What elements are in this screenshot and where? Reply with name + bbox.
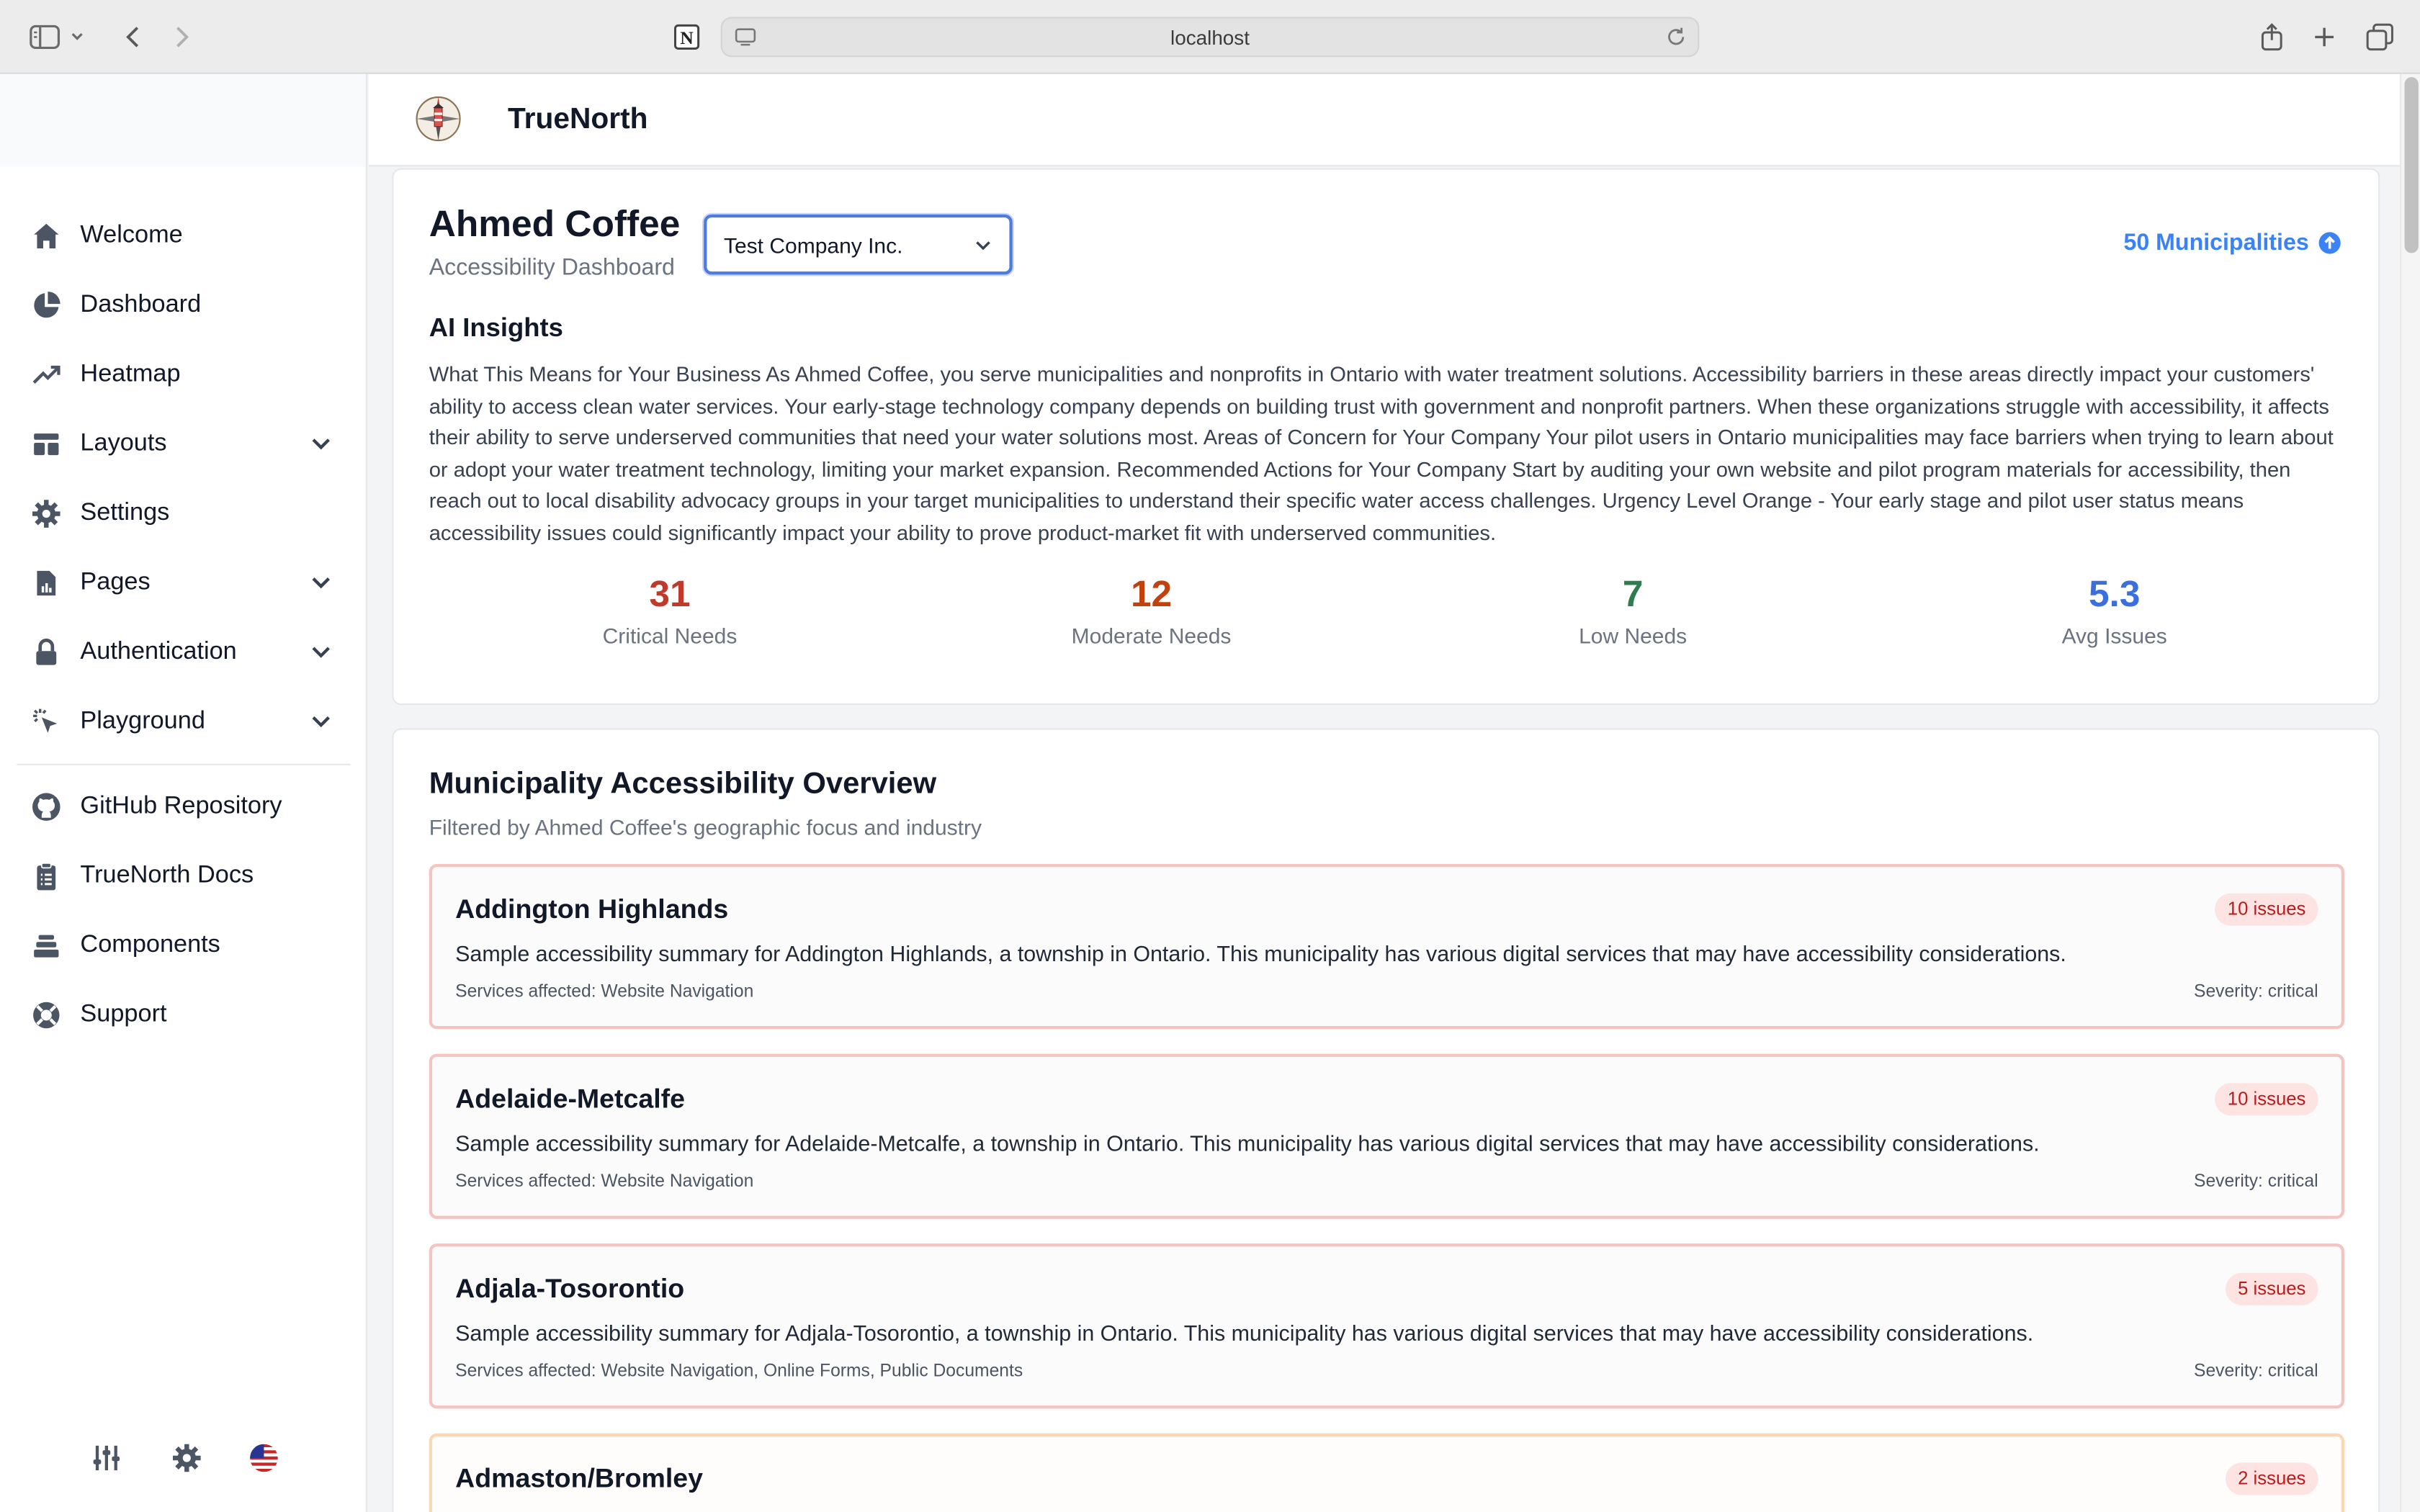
stat-critical-needs	[429, 574, 911, 667]
app-header	[369, 74, 2400, 167]
stat-moderate-needs	[910, 574, 1392, 667]
scrollbar-thumb[interactable]	[2405, 77, 2419, 253]
municipality-name: Admaston/Bromley	[455, 1462, 703, 1494]
stat-value: 5.3	[2088, 574, 2141, 616]
stat-label: Critical Needs	[602, 623, 738, 648]
sidebar-item-label: Layouts	[80, 429, 167, 456]
ai-insights-title: AI Insights	[429, 313, 563, 343]
insights-card	[392, 168, 2380, 706]
app-brand[interactable]: TrueNorth	[508, 103, 648, 136]
municipalities-link-label: 50 Municipalities	[2123, 230, 2309, 256]
municipality-summary: Sample accessibility summary for Adelaide-Metcalfe, a township in Ontario. This municipality has various digital services that may have accessibility considerations.	[455, 1132, 2040, 1158]
issues-badge: 2 issues	[2226, 1462, 2318, 1495]
services-affected: Services affected: Website Navigation	[455, 983, 754, 1002]
sidebar-item-label: Welcome	[80, 221, 183, 248]
municipality-name: Adjala-Tosorontio	[455, 1272, 685, 1304]
municipality-card[interactable]	[429, 864, 2344, 1029]
services-affected: Services affected: Website Navigation, Online Forms, Public Documents	[455, 1362, 1023, 1381]
lifebuoy-icon	[30, 997, 63, 1031]
stat-value: 31	[649, 574, 691, 616]
municipality-overview-card	[392, 728, 2380, 1512]
sidebar-item-authentication[interactable]	[0, 617, 367, 686]
document-chart-icon	[30, 565, 63, 599]
stat-label: Moderate Needs	[1071, 623, 1232, 648]
sidebar-item-dashboard[interactable]	[0, 270, 367, 339]
sidebar-item-support[interactable]	[0, 980, 367, 1049]
stat-value: 12	[1130, 574, 1173, 616]
stat-value: 7	[1622, 574, 1644, 616]
stack-icon	[30, 928, 63, 962]
new-tab-icon[interactable]	[2305, 19, 2342, 55]
chevron-down-icon	[309, 708, 333, 733]
gear-icon[interactable]	[170, 1441, 204, 1475]
issues-badge: 5 issues	[2226, 1273, 2318, 1305]
browser-toolbar	[0, 0, 2420, 74]
sidebar-item-label: Support	[80, 1000, 167, 1027]
sidebar-item-playground[interactable]	[0, 687, 367, 756]
stat-low-needs	[1392, 574, 1874, 667]
sidebar-secondary-nav	[0, 771, 367, 1049]
sidebar-item-layouts[interactable]	[0, 409, 367, 478]
services-affected: Services affected: Website Navigation	[455, 1172, 754, 1192]
reload-icon[interactable]	[1664, 24, 1688, 49]
municipality-card[interactable]	[429, 1434, 2344, 1512]
municipality-card[interactable]	[429, 1243, 2344, 1408]
severity-label: Severity: critical	[2194, 1362, 2318, 1381]
tab-overview-icon[interactable]	[2362, 19, 2398, 55]
overview-subtitle: Filtered by Ahmed Coffee's geographic focus and industry	[429, 814, 982, 840]
issues-badge: 10 issues	[2215, 1083, 2318, 1115]
company-name: Ahmed Coffee	[429, 203, 681, 246]
sidebar-item-pages[interactable]	[0, 548, 367, 617]
url-text: localhost	[1170, 25, 1250, 49]
forward-icon[interactable]	[163, 19, 200, 55]
sidebar-item-label: Pages	[80, 568, 151, 595]
sliders-icon[interactable]	[89, 1441, 123, 1475]
stat-avg-issues	[1873, 574, 2355, 667]
company-select[interactable]	[704, 215, 1013, 275]
sidebar-item-welcome[interactable]	[0, 201, 367, 270]
municipality-name: Addington Highlands	[455, 893, 729, 924]
sidebar-item-label: Heatmap	[80, 360, 181, 387]
sidebar-item-label: Components	[80, 931, 220, 958]
share-icon[interactable]	[2254, 19, 2290, 55]
arrow-up-circle-icon	[2318, 231, 2341, 254]
home-icon	[30, 218, 63, 252]
chevron-down-icon[interactable]	[65, 19, 89, 55]
sidebar	[0, 74, 367, 1512]
github-icon	[30, 789, 63, 823]
sidebar-toggle-icon[interactable]	[26, 19, 63, 55]
issues-badge: 10 issues	[2215, 894, 2318, 926]
layout-icon	[30, 427, 63, 461]
stat-label: Avg Issues	[2061, 623, 2167, 648]
sidebar-item-label: Playground	[80, 707, 205, 734]
sidebar-nav	[0, 201, 367, 756]
sidebar-divider	[17, 764, 351, 765]
sidebar-item-label: Dashboard	[80, 290, 202, 318]
pie-chart-icon	[30, 288, 63, 322]
severity-label: Severity: critical	[2194, 1172, 2318, 1192]
us-flag-icon[interactable]	[247, 1441, 281, 1475]
company-select-value: Test Company Inc.	[723, 232, 903, 257]
trending-up-icon	[30, 357, 63, 391]
page-scrollbar[interactable]	[2400, 74, 2420, 1512]
municipality-card[interactable]	[429, 1054, 2344, 1219]
overview-title: Municipality Accessibility Overview	[429, 767, 937, 801]
sidebar-item-settings[interactable]	[0, 478, 367, 547]
url-bar[interactable]	[721, 17, 1700, 58]
chevron-down-icon	[972, 235, 994, 256]
severity-label: Severity: critical	[2194, 983, 2318, 1002]
dashboard-subtitle: Accessibility Dashboard	[429, 254, 675, 281]
svg-text:N: N	[680, 27, 694, 49]
sidebar-item-label: Authentication	[80, 638, 237, 665]
sidebar-item-truenorth-docs[interactable]	[0, 841, 367, 910]
municipalities-link[interactable]	[2123, 230, 2341, 256]
municipality-summary: Sample accessibility summary for Adjala-Tosorontio, a township in Ontario. This municipality has various digital services that may have accessibility considerations.	[455, 1322, 2034, 1347]
clipboard-icon	[30, 859, 63, 893]
stats-row	[429, 574, 2355, 667]
back-icon[interactable]	[115, 19, 151, 55]
lock-icon	[30, 635, 63, 669]
sidebar-item-heatmap[interactable]	[0, 339, 367, 408]
municipality-name: Adelaide-Metcalfe	[455, 1083, 685, 1115]
chevron-down-icon	[309, 570, 333, 594]
page-icon	[735, 26, 756, 48]
municipality-summary: Sample accessibility summary for Addington Highlands, a township in Ontario. This municipality has various digital services that may have accessibility considerations.	[455, 942, 2066, 968]
cursor-click-icon	[30, 704, 63, 738]
gear-icon	[30, 496, 63, 530]
notion-extension-icon[interactable]	[668, 19, 705, 55]
sidebar-item-github-repository[interactable]	[0, 771, 367, 840]
ai-insights-text: What This Means for Your Business As Ahmed Coffee, you serve municipalities and nonprofits in Ontario with water treatment solutions. Accessibility barriers in these areas directly impact your customers' ability to access clean water services. Your early-stage technology company depends on building trust with government and nonprofit partners. When these organizations struggle with accessibility, it affects their ability to serve underserved communities that need your water solutions most. Areas of Concern for Your Company Your pilot users in Ontario municipalities may face barriers when trying to learn about or adopt your water treatment technology, limiting your market expansion. Recommended Actions for Your Company Start by auditing your own website and pilot program materials for accessibility, then reach out to local disability advocacy groups in your target municipalities to understand their specific water access challenges. Urgency Level Orange - Your early stage and pilot user status means accessibility issues could significantly impact your ability to prove product-market fit with underserved communities.	[429, 362, 2334, 545]
sidebar-footer	[0, 1435, 367, 1485]
chevron-down-icon	[309, 431, 333, 455]
sidebar-item-label: Settings	[80, 499, 170, 526]
sidebar-item-label: TrueNorth Docs	[80, 861, 254, 888]
truenorth-logo-icon[interactable]	[412, 93, 465, 145]
stat-label: Low Needs	[1579, 623, 1688, 648]
chevron-down-icon	[309, 639, 333, 663]
sidebar-header	[0, 74, 366, 167]
sidebar-item-components[interactable]	[0, 910, 367, 979]
sidebar-item-label: GitHub Repository	[80, 792, 282, 819]
